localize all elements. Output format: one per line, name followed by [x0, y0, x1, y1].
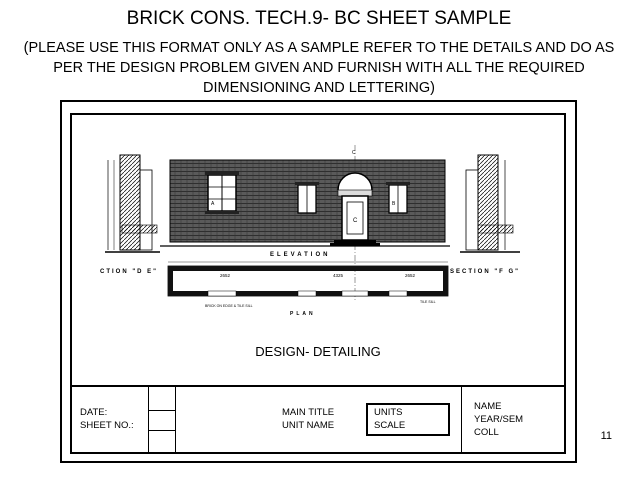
section-left-label: CTION "D E" — [100, 269, 159, 275]
title-block-units-labels — [374, 406, 405, 432]
tile-note: TILE SILL — [420, 300, 436, 304]
plan — [168, 262, 448, 317]
units-label: UNITS — [374, 407, 403, 418]
slide-subtitle: (PLEASE USE THIS FORMAT ONLY AS A SAMPLE REFER TO THE DETAILS AND DO AS PER THE DESIGN PROBLEM GIVEN AND FURNISH WITH ALL THE REQUIRED DIMENSIONING AND LETTERING) — [23, 40, 615, 96]
title-block-divider-1 — [148, 385, 149, 454]
section-right-label: SECTION "F G" — [450, 269, 521, 275]
title-block-short-line-1 — [148, 410, 175, 411]
scale-label: SCALE — [374, 420, 406, 431]
year-sem-label: YEAR/SEM — [474, 414, 524, 425]
title-block-short-line-2 — [148, 430, 175, 431]
plan-label: PLAN — [290, 311, 316, 317]
title-block-divider-2 — [175, 385, 176, 454]
elevation-label: ELEVATION — [270, 252, 331, 258]
window-right-tag: B — [392, 201, 396, 207]
page-number: 11 — [600, 430, 612, 442]
title-block-top-line — [70, 385, 566, 387]
title-block-divider-3 — [461, 385, 462, 454]
elevation-plan-section-drawing — [100, 140, 540, 330]
section-right — [450, 155, 520, 275]
unit-name-label: UNIT NAME — [282, 420, 335, 431]
main-title-label: MAIN TITLE — [282, 407, 335, 418]
slide-title: BRICK CONS. TECH.9- BC SHEET SAMPLE — [126, 8, 512, 29]
window-left-tag: A — [211, 201, 215, 207]
date-label: DATE: — [80, 407, 108, 418]
title-block-left-labels — [80, 406, 134, 432]
axis-mark: C — [352, 150, 356, 156]
dim-center: 4325 — [333, 273, 344, 278]
drawing-caption: DESIGN- DETAILING — [255, 344, 381, 359]
name-label: NAME — [474, 401, 502, 412]
title-block-middle-labels — [282, 406, 334, 432]
door-tag: C — [353, 218, 358, 224]
dim-left: 2652 — [220, 273, 231, 278]
section-left — [100, 155, 160, 275]
sheet-no-label: SHEET NO.: — [80, 420, 134, 431]
brick-note: BRICK ON EDGE & TILE SILL — [205, 304, 253, 308]
dim-right: 2652 — [405, 273, 416, 278]
title-block-right-labels — [474, 400, 523, 439]
coll-label: COLL — [474, 427, 499, 438]
